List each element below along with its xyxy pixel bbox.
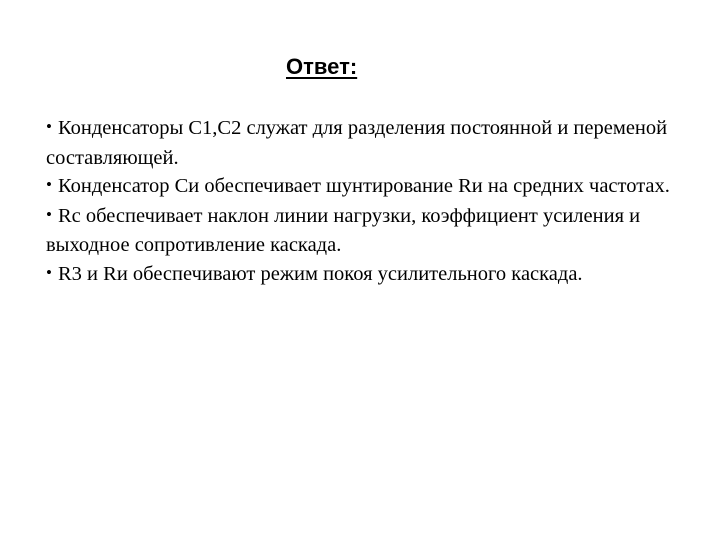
bullet-icon: • [46,262,52,282]
bullet-list [46,114,686,289]
bullet-icon: • [46,117,52,136]
list-item [46,172,686,202]
list-item-text: Rс обеспечивает наклон линии нагрузки, коэффициент усиления и выходное сопротивление каскада. [46,204,641,256]
list-item-text: Конденсатор Си обеспечивает шунтирование Rи на средних частотах. [58,175,670,197]
bullet-icon: • [46,204,52,224]
list-item-text: Конденсаторы С1,С2 служат для разделения постоянной и переменой составляющей. [46,117,668,169]
bullet-icon: • [46,175,52,194]
slide-title: Ответ: [286,54,358,79]
list-item-text: R3 и Rи обеспечивают режим покоя усилительного каскада. [58,262,583,285]
list-item [46,202,686,260]
list-item [46,260,686,290]
list-item [46,114,686,172]
